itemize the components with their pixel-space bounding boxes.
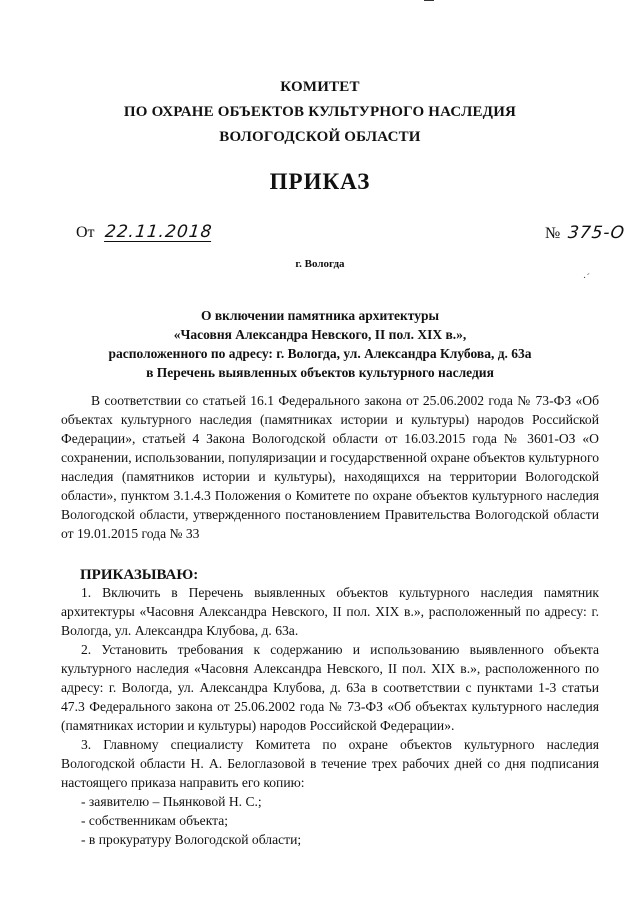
recipient-item: - заявителю – Пьянковой Н. С.;	[81, 794, 262, 809]
date-handwritten: 22.11.2018	[103, 222, 213, 242]
number-label: №	[545, 225, 561, 242]
committee-subtitle: ПО ОХРАНЕ ОБЪЕКТОВ КУЛЬТУРНОГО НАСЛЕДИЯ	[123, 104, 517, 120]
committee-title: КОМИТЕТ	[280, 79, 360, 95]
date-label: От	[76, 224, 95, 241]
scan-speck: ·´	[583, 272, 590, 284]
scan-mark	[424, 0, 434, 1]
number-row	[545, 223, 625, 243]
subject-line: «Часовня Александра Невского, II пол. XIX в.»,	[173, 327, 467, 342]
subject-line: расположенного по адресу: г. Вологда, ул. Александра Клубова, д. 63а	[108, 346, 532, 361]
subject-line: в Перечень выявленных объектов культурного наследия	[146, 365, 494, 380]
date-row	[76, 223, 212, 242]
document-title: ПРИКАЗ	[269, 169, 371, 194]
order-item: 1. Включить в Перечень выявленных объектов культурного наследия памятник архитектуры «Часовня Александра Невского, II пол. XIX в.», расположенный по адресу: г. Вологда, ул. Александра Клубова, д. 63а.	[61, 585, 599, 638]
order-items	[61, 583, 599, 849]
city-line: г. Вологда	[295, 258, 345, 270]
decree-heading: ПРИКАЗЫВАЮ:	[80, 567, 199, 583]
order-item: 2. Установить требования к содержанию и использованию выявленного объекта культурного наследия «Часовня Александра Невского, II пол. XIX в.», расположенного по адресу: г. Вологда, ул. Александра Клубова, д. 63а в соответствии с пунктами 1-3 статьи 47.3 Федерального закона от 25.06.2002 года № 73-ФЗ «Об объектах культурного наследия (памятниках истории и культуры) народов Российской Федерации».	[61, 642, 599, 733]
recipient-item: - собственникам объекта;	[81, 813, 229, 828]
number-handwritten: 375-О	[567, 223, 627, 243]
order-item: 3. Главному специалисту Комитета по охране объектов культурного наследия Вологодской области Н. А. Белоглазовой в течение трех рабочих дней со дня подписания настоящего приказа направить его копию:	[61, 737, 599, 790]
committee-region: ВОЛОГОДСКОЙ ОБЛАСТИ	[219, 129, 421, 145]
recipient-item: - в прокуратуру Вологодской области;	[81, 832, 302, 847]
preamble-paragraph: В соответствии со статьей 16.1 Федерального закона от 25.06.2002 года № 73-ФЗ «Об объектах культурного наследия (памятниках истории и культуры) народов Российской Федерации», статьей 4 Закона Вологодской области от 16.03.2015 года № 3601-ОЗ «О сохранении, использовании, популяризации и государственной охране объектов культурного наследия (памятников истории и культуры), находящихся на территории Вологодской области», пунктом 3.1.4.3 Положения о Комитете по охране объектов культурного наследия Вологодской области, утвержденного постановлением Правительства Вологодской области от 19.01.2015 года № 33	[61, 393, 600, 541]
order-subject	[0, 306, 640, 382]
subject-line: О включении памятника архитектуры	[201, 308, 439, 323]
